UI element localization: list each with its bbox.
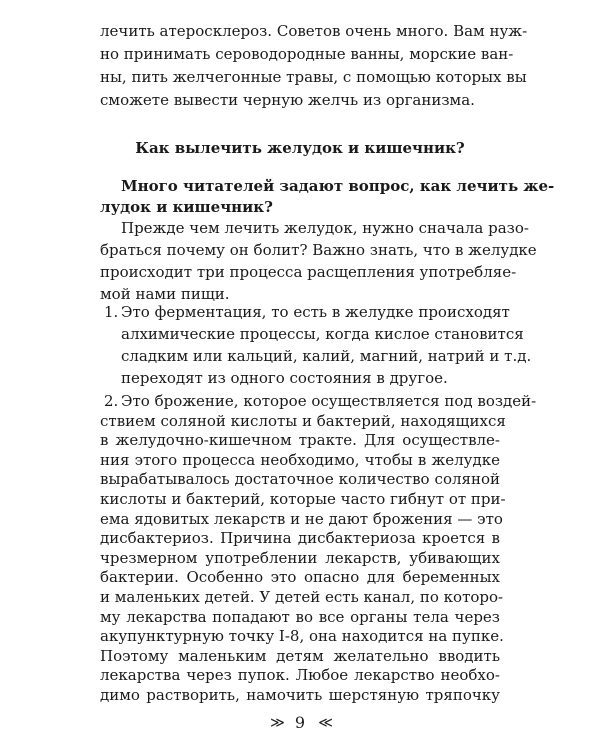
list-item-line: в желудочно-кишечном тракте. Для осуществле-	[100, 431, 500, 450]
intro-line: но принимать сероводородные ванны, морские ван-	[100, 45, 514, 63]
list-item-line: Это ферментация, то есть в желудке происходят	[121, 303, 510, 321]
list-item-line: сладким или кальций, калий, магний, натрий и т.д.	[121, 347, 532, 365]
intro-line: лечить атеросклероз. Советов очень много. Вам нуж-	[100, 22, 528, 40]
list-item-line: вырабатывалось достаточное количество соляной	[100, 470, 500, 489]
list-item-line: переходят из одного состояния в другое.	[121, 369, 448, 387]
list-item-line: ния этого процесса необходимо, чтобы в желудке	[100, 450, 500, 469]
list-number: 1.	[104, 303, 119, 321]
list-item-line: Поэтому маленьким детям желательно вводить	[100, 646, 500, 665]
list-item-line: алхимические процессы, когда кислое становится	[121, 325, 524, 343]
list-item-line: акупунктурную точку I-8, она находится на пупке.	[100, 627, 504, 646]
paragraph-line: происходит три процесса расщепления употребляе-	[100, 263, 517, 281]
list-item-line: ствием соляной кислоты и бактерий, находящихся	[100, 411, 506, 430]
paragraph-line: мой нами пищи.	[100, 285, 230, 303]
list-item-line: Это брожение, которое осуществляется под воздей-	[121, 392, 537, 410]
list-item-line: му лекарства попадают во все органы тела через	[100, 607, 500, 626]
intro-line: ны, пить желчегонные травы, с помощью которых вы	[100, 68, 527, 86]
paragraph-line: Прежде чем лечить желудок, нужно сначала разо-	[121, 219, 529, 237]
intro-line: сможете вывести черную желчь из организма.	[100, 91, 475, 109]
list-number: 2.	[104, 392, 119, 410]
question-line: Много читателей задают вопрос, как лечить же-	[121, 177, 555, 195]
ornament-left-icon: ≫	[270, 715, 282, 731]
list-item-line: чрезмерном употреблении лекарств, убивающих	[100, 548, 500, 567]
ornament-right-icon: ≪	[318, 715, 330, 731]
page-footer	[0, 712, 600, 734]
list-item-line: ема ядовитых лекарств и не дают брожения — это	[100, 509, 503, 528]
list-item-line: бактерии. Особенно это опасно для беременных	[100, 568, 500, 587]
list-item-line: кислоты и бактерий, которые часто гибнут от при-	[100, 490, 506, 508]
section-heading: Как вылечить желудок и кишечник?	[135, 139, 465, 157]
list-item-line: дисбактериоз. Причина дисбактериоза кроется в	[100, 529, 500, 548]
paragraph-line: браться почему он болит? Важно знать, что в желудке	[100, 241, 537, 259]
list-item-line: димо растворить, намочить шерстяную тряпочку	[100, 686, 500, 704]
list-item-line: лекарства через пупок. Любое лекарство необхо-	[100, 666, 500, 685]
question-line: лудок и кишечник?	[100, 198, 273, 216]
page-number: 9	[294, 713, 306, 732]
list-item-line: и маленьких детей. У детей есть канал, по которо-	[100, 588, 504, 606]
